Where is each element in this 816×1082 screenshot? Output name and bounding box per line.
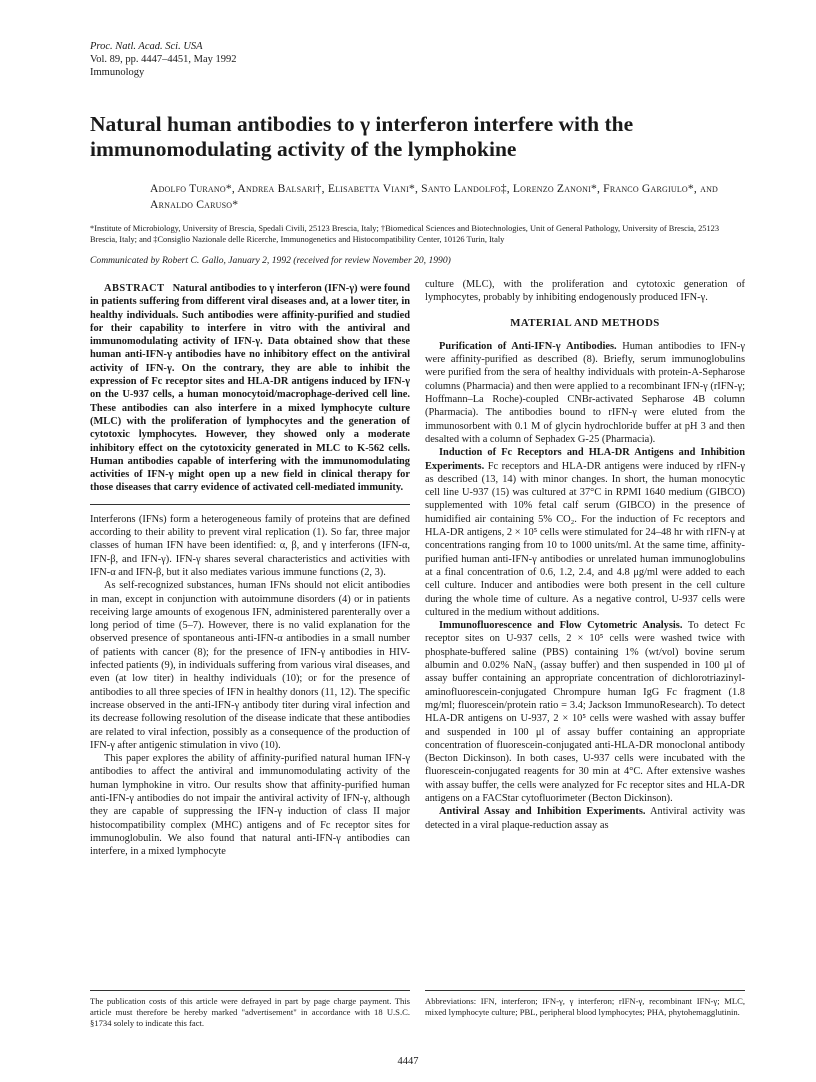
immunofluorescence-text: To detect Fc receptor sites on U-937 cells, 2 × 10⁵ cells were washed twice with phosphate-buffered saline (PBS) containing 1% (wt/vol) bovine serum albumin and 0.02% NaN₃ (assay buffer) and then suspended in 100 μl of assay buffer containing an appropriate concentration of dichlorotriazinyl-aminofluorescein-conjugated Chrompure human IgG Fc fragment (1.8 mg/ml; fluorescein/protein ratio = 3.4; Jackson ImmunoResearch). To detect HLA-DR antigens on U-937, 2 × 10⁵ cells were washed with assay buffer and suspended in 100 μl of assay buffer containing an appropriate concentration of fluorescein-conjugated anti-HLA-DR monoclonal antibody (Becton Dickinson). In both cases, U-937 cells were incubated with the fluorescein-conjugated reagents for 30 min at 4°C. After extensive washes with assay buffer, the cells were analyzed for Fc receptor sites and HLA-DR antigens on a FACStar cytofluorimeter (Becton Dickinson). <box>425 620 745 804</box>
purification-text: Human antibodies to IFN-γ were affinity-purified as described (8). Briefly, serum immunoglobulins were purified from the sera of healthy individuals with protein-A-Sepharose columns (Pharmacia) and then were applied to a recombinant IFN-γ (rIFN-γ; Hoffmann–La Roche)-coupled CNBr-activated Sepharose 4B column (Pharmacia). The antibodies bound to rIFN-γ were eluted from the immunosorbent with 0.1 M of glycin hydrochloride buffer at pH 3 and then desalted with a column of Sephadex G-25 (Pharmacia). <box>425 340 745 445</box>
methods-immunofluorescence <box>425 619 745 805</box>
induction-head: Induction of Fc Receptors and HLA-DR Antigens and Inhibition Experiments. <box>425 447 745 472</box>
page-number: 4447 <box>397 1056 419 1067</box>
immunofluorescence-head: Immunofluorescence and Flow Cytometric Analysis. <box>439 620 683 632</box>
publication-footnote: The publication costs of this article were defrayed in part by page charge payment. This article must therefore be hereby marked "advertisement" in accordance with 18 U.S.C. §1734 solely to indicate this fact. <box>90 996 410 1028</box>
antiviral-head: Antiviral Assay and Inhibition Experiments. <box>439 806 646 818</box>
abbreviations-divider <box>425 990 745 991</box>
antiviral-text: Antiviral activity was detected in a viral plaque-reduction assay as <box>425 806 745 831</box>
left-column <box>90 282 410 858</box>
induction-text: Fc receptors and HLA-DR antigens were induced by rIFN-γ as described (13, 14) with minor changes. In short, the human monocytic cell line U-937 (15) was cultured at 37°C in RPMI 1640 medium (GIBCO) supplemented with 10% fetal calf serum (GIBCO) in the presence of humidified air containing 5% CO₂. For the induction of Fc receptors and HLA-DR antigens, 2 × 10⁵ cells were stimulated for 24–48 hr with rIFN-γ at concentrations ranging from 10 to 1000 units/ml. At the same time, affinity-purified human anti-IFN-γ antibodies or unrelated human immunoglobulins at a final concentration of 0.6, 1.2, 2.4, and 4.8 μg/ml were added to each cell culture. Inducer and antibodies were both present in the cell culture during the whole time of culture. As a negative control, U-937 cells were cultured in the medium without additions. <box>425 460 745 618</box>
methods-purification <box>425 340 745 446</box>
purification-head: Purification of Anti-IFN-γ Antibodies. <box>439 340 617 352</box>
journal-name: Proc. Natl. Acad. Sci. USA <box>90 41 203 52</box>
abstract-text: Natural antibodies to γ interferon (IFN-γ) were found in patients suffering from different viral diseases and, at a lower titer, in healthy individuals. Such antibodies were affinity-purified and studied for their capability to interfere in vitro with the antiviral and immunomodulating activity of IFN-γ. Data obtained show that these human anti-IFN-γ antibodies have no inhibitory effect on the antiviral activity of IFN-γ. On the contrary, they are able to inhibit the expression of Fc receptor sites and HLA-DR antigens induced by IFN-γ on the U-937 cells, a human monocytoid/macrophage-derived cell line. These antibodies can also interfere in a mixed lymphocyte culture (MLC) with the proliferation of lymphocytes and the generation of cytotoxic lymphocytes. However, they showed only a moderate inhibitory effect on the cytotoxicity generated in MLC to K-562 cells. Human antibodies capable of interfering with the immunomodulating activities of IFN-γ might open up a new field in clinical therapy for those diseases that carry evidence of activated cell-mediated immunity. <box>90 283 411 494</box>
journal-header <box>90 40 237 79</box>
abstract <box>90 282 410 495</box>
article-title: Natural human antibodies to γ interferon interfere with the immunomodulating activity of the lymphokine <box>90 112 634 161</box>
methods-heading: MATERIAL AND METHODS <box>510 316 660 329</box>
volume-line: Vol. 89, pp. 4447–4451, May 1992 <box>90 54 237 65</box>
intro-paragraph-2: As self-recognized substances, human IFNs should not elicit antibodies in man, except in conjunction with autoimmune disorders (4) or in patients receiving large amounts of exogenous IFN, administered parenterally over a long period of time (5–7). However, there is no valid explanation for the observed presence of spontaneous anti-IFN-α antibodies in a small number of patients with cancer (8); for the presence of IFN-γ antibodies in HIV-infected patients (9), in individuals suffering from various viral diseases, and even (at low titer) in healthy individuals (10); or for the presence of antibodies to all three species of IFN in healthy donors (11, 12). The specific increase observed in the anti-IFN-γ antibody titer during viral infection and its decrease following resolution of the disease indicate that these antibodies are related to viral infection, possibly as a consequence of the production of IFN-γ after antigenic stimulation in vivo (10). <box>90 580 410 751</box>
intro-paragraph-3: This paper explores the ability of affinity-purified natural human IFN-γ antibodies to affect the antiviral and immunomodulating activity of the human lymphokine in vitro. Our results show that affinity-purified human anti-IFN-γ antibodies do not impair the antiviral activity of IFN-γ, although they are capable of suppressing the IFN-γ induction of class II major histocompatibility complex (MHC) antigens and of Fc receptor sites for immunoglobulin. We also found that natural anti-IFN-γ antibodies can interfere, in a mixed lymphocyte <box>90 753 410 858</box>
right-column <box>425 278 745 832</box>
author-list: Adolfo Turano*, Andrea Balsari†, Elisabetta Viani*, Santo Landolfo‡, Lorenzo Zanoni*, Franco Gargiulo*, and Arnaldo Caruso* <box>150 182 719 211</box>
abstract-heading: ABSTRACT <box>104 283 165 294</box>
footnote-divider <box>90 990 410 991</box>
intro-continuation: culture (MLC), with the proliferation and cytotoxic generation of lymphocytes, probably by inhibiting endogenously produced IFN-γ. <box>425 279 745 304</box>
intro-paragraph-1: Interferons (IFNs) form a heterogeneous family of proteins that are defined according to their ability to prevent viral replication (1). So far, three major classes of human IFN have been identified: α, β, and γ interferons (IFN-α, IFN-β, and IFN-γ). IFN-γ shares several characteristics and activities with IFN-α and IFN-β, but it also mediates various immune functions (2, 3). <box>90 513 410 578</box>
communicated-by: Communicated by Robert C. Gallo, January 2, 1992 (received for review November 20, 1990) <box>90 255 451 266</box>
abstract-divider <box>90 504 410 505</box>
abbreviations-footnote: Abbreviations: IFN, interferon; IFN-γ, γ interferon; rIFN-γ, recombinant IFN-γ; MLC, mixed lymphocyte culture; PBL, peripheral blood lymphocytes; PHA, phytohemagglutinin. <box>425 996 745 1017</box>
affiliations: *Institute of Microbiology, University of Brescia, Spedali Civili, 25123 Brescia, Italy; †Biomedical Sciences and Biotechnologies, Unit of General Pathology, University of Brescia, 25123 Brescia, Italy; and ‡Consiglio Nazionale delle Ricerche, Immunogenetics and Histocompatibility Center, 10126 Turin, Italy <box>90 224 720 244</box>
methods-induction <box>425 446 745 619</box>
methods-antiviral <box>425 805 745 832</box>
section-name: Immunology <box>90 67 145 78</box>
